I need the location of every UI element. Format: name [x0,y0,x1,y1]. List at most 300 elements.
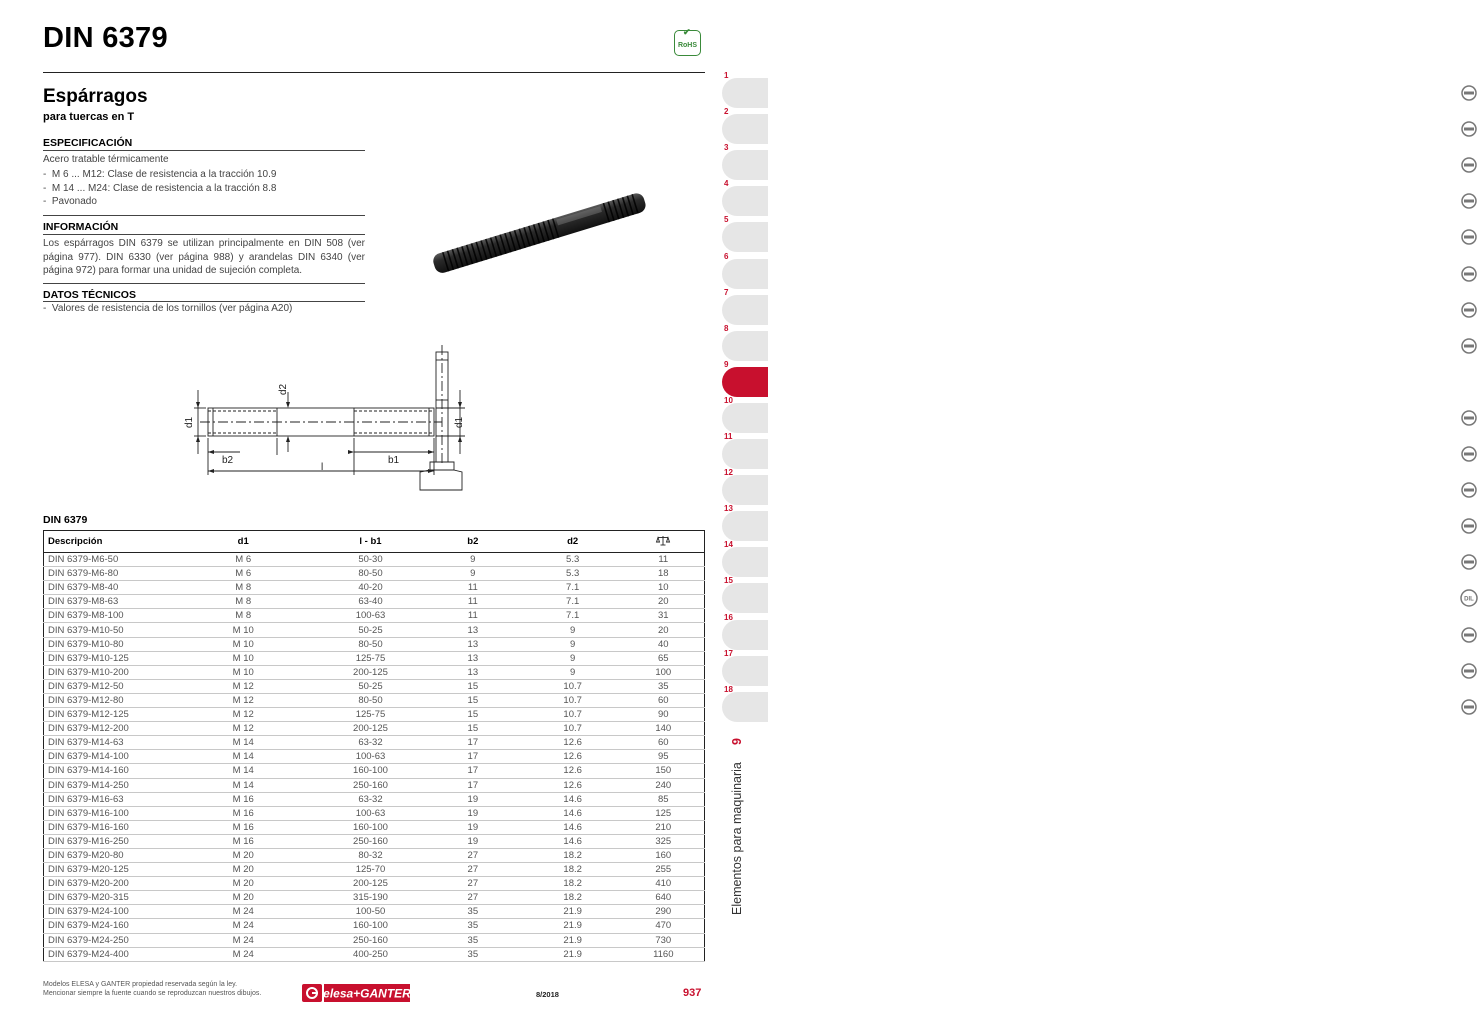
table-row [44,750,705,764]
cell-b2: 35 [423,933,523,947]
cell-description: DIN 6379-M10-80 [44,637,169,651]
table-row [44,708,705,722]
cell-d1: M 10 [168,637,318,651]
chapter-tab-number: 5 [724,215,729,225]
d1-label-left: d1 [184,416,195,428]
spec-item: - M 6 ... M12: Clase de resistencia a la tracción 10.9 [43,169,277,180]
cell-d1: M 16 [168,806,318,820]
cell-weight: 60 [623,736,705,750]
cell-d2: 14.6 [523,834,623,848]
table-row [44,792,705,806]
cell-b2: 11 [423,581,523,595]
cell-l-b1: 125-75 [318,651,423,665]
cell-d1: M 12 [168,722,318,736]
cell-d1: M 24 [168,919,318,933]
lift-icon [1458,516,1480,536]
tech-item: - Valores de resistencia de los tornillos (ver página A20) [43,303,293,314]
cell-weight: 11 [623,553,705,567]
cell-d1: M 24 [168,905,318,919]
elesa-ganter-logo [302,984,410,1002]
d2-label: d2 [278,383,289,395]
cell-d1: M 8 [168,581,318,595]
cell-l-b1: 125-75 [318,708,423,722]
cell-b2: 15 [423,679,523,693]
chapter-tab-number: 10 [724,395,733,405]
chapter-tab-1[interactable] [722,78,768,108]
cell-weight: 240 [623,778,705,792]
product-subtitle: para tuercas en T [43,111,135,123]
cell-description: DIN 6379-M10-50 [44,623,169,637]
chapter-tab-number: 1 [724,71,729,80]
cell-weight: 150 [623,764,705,778]
table-row [44,905,705,919]
cell-l-b1: 50-25 [318,679,423,693]
chapter-tab-8[interactable] [722,331,768,361]
page-title: DIN 6379 [43,22,168,54]
cell-b2: 17 [423,778,523,792]
col-header-l-b1: l - b1 [318,531,423,553]
table-row [44,595,705,609]
wrench-icon [1458,155,1480,175]
cell-weight: 325 [623,834,705,848]
cell-weight: 10 [623,581,705,595]
chapter-title: Elementos para maquinaria [730,762,744,915]
wheel-icon [1458,661,1480,681]
chapter-tab-number: 18 [724,684,733,694]
gear-icon [1458,119,1480,139]
cell-description: DIN 6379-M24-100 [44,905,169,919]
table-row [44,947,705,961]
svg-text:elesa+GANTER: elesa+GANTER [323,986,411,1001]
chapter-tab-number: 14 [724,540,733,550]
cell-weight: 85 [623,792,705,806]
table-row [44,877,705,891]
table-row [44,609,705,623]
cell-d1: M 14 [168,736,318,750]
cell-weight: 640 [623,891,705,905]
cell-d1: M 10 [168,665,318,679]
cell-d1: M 14 [168,750,318,764]
cell-description: DIN 6379-M20-200 [44,877,169,891]
cell-weight: 410 [623,877,705,891]
cell-l-b1: 400-250 [318,947,423,961]
chapter-tab-number: 6 [724,251,729,261]
spec-divider [43,150,365,151]
chapter-tab-number: 3 [724,143,729,153]
chapter-number: 9 [730,738,744,745]
chapter-tab-number: 11 [724,432,733,441]
cell-weight: 210 [623,820,705,834]
cell-l-b1: 125-70 [318,863,423,877]
info-top-divider [43,215,365,216]
cell-b2: 17 [423,750,523,764]
cell-description: DIN 6379-M10-125 [44,651,169,665]
cell-d1: M 6 [168,567,318,581]
info-text: Los espárragos DIN 6379 se utilizan principalmente en DIN 508 (ver página 977). DIN 6330 (ver página 988) y arandelas DIN 6340 (ver página 972) para formar una unidad de sujeción completa. [43,238,365,276]
cell-description: DIN 6379-M14-63 [44,736,169,750]
cell-b2: 9 [423,553,523,567]
cell-weight: 60 [623,693,705,707]
cell-description: DIN 6379-M24-250 [44,933,169,947]
cell-d2: 10.7 [523,679,623,693]
grid-icon [1458,480,1480,500]
cell-d2: 9 [523,651,623,665]
cell-l-b1: 80-50 [318,637,423,651]
cell-description: DIN 6379-M6-50 [44,553,169,567]
cell-d2: 5.3 [523,567,623,581]
cell-l-b1: 100-50 [318,905,423,919]
cell-l-b1: 200-125 [318,722,423,736]
table-row [44,778,705,792]
cell-d2: 14.6 [523,806,623,820]
cell-l-b1: 160-100 [318,919,423,933]
table-row [44,581,705,595]
tech-heading: DATOS TÉCNICOS [43,289,136,301]
cell-d2: 7.1 [523,581,623,595]
cell-d2: 10.7 [523,693,623,707]
cell-b2: 9 [423,567,523,581]
chapter-tab-13[interactable] [722,511,768,541]
cell-b2: 17 [423,736,523,750]
table-row [44,553,705,567]
weight-icon [656,535,670,546]
cell-b2: 19 [423,806,523,820]
chapter-tab-number: 9 [724,359,729,369]
chapter-tab-18[interactable] [722,692,768,722]
col-header-d1: d1 [168,531,318,553]
cell-description: DIN 6379-M14-250 [44,778,169,792]
chapter-tab-10[interactable] [722,403,768,433]
cell-l-b1: 63-32 [318,792,423,806]
cell-d1: M 16 [168,792,318,806]
cell-d1: M 12 [168,708,318,722]
table-row [44,834,705,848]
cell-d1: M 10 [168,651,318,665]
chapter-tab-3[interactable] [722,150,768,180]
cell-d2: 12.6 [523,764,623,778]
cell-b2: 19 [423,792,523,806]
circle-icon [1458,83,1480,103]
chapter-tab-17[interactable] [722,656,768,686]
cell-description: DIN 6379-M10-200 [44,665,169,679]
cell-b2: 15 [423,722,523,736]
cell-weight: 100 [623,665,705,679]
cell-d1: M 16 [168,834,318,848]
cell-l-b1: 100-63 [318,609,423,623]
cell-l-b1: 200-125 [318,665,423,679]
cell-description: DIN 6379-M12-80 [44,693,169,707]
cell-d2: 5.3 [523,553,623,567]
chapter-tab-number: 4 [724,179,729,189]
spring-icon [1458,336,1480,356]
cell-weight: 90 [623,708,705,722]
cell-weight: 31 [623,609,705,623]
col-header-b2: b2 [423,531,523,553]
cell-l-b1: 160-100 [318,820,423,834]
magnet-icon [1458,697,1480,717]
cell-b2: 19 [423,820,523,834]
cell-description: DIN 6379-M6-80 [44,567,169,581]
chain-icon [1458,625,1480,645]
cell-b2: 17 [423,764,523,778]
dimensions-table [43,530,705,962]
table-row [44,693,705,707]
cell-d2: 7.1 [523,609,623,623]
check-icon: ✔ [683,27,691,37]
table-row [44,919,705,933]
cell-description: DIN 6379-M24-400 [44,947,169,961]
chapter-tab-9[interactable] [722,367,768,397]
cell-description: DIN 6379-M14-100 [44,750,169,764]
chapter-tab-number: 17 [724,648,733,658]
info-heading: INFORMACIÓN [43,221,119,233]
cell-weight: 160 [623,848,705,862]
table-row [44,891,705,905]
cell-d2: 9 [523,623,623,637]
col-header-d2: d2 [523,531,623,553]
chapter-tab-number: 13 [724,504,733,514]
cell-b2: 13 [423,637,523,651]
rohs-label: RoHS [677,42,698,49]
cell-weight: 40 [623,637,705,651]
cell-d2: 12.6 [523,736,623,750]
chapter-tab-11[interactable] [722,439,768,469]
cell-d2: 14.6 [523,820,623,834]
hand-icon [1458,372,1480,392]
chapter-tab-number: 16 [724,612,733,622]
cell-description: DIN 6379-M8-100 [44,609,169,623]
cell-l-b1: 50-25 [318,623,423,637]
spec-item: - M 14 ... M24: Clase de resistencia a la tracción 8.8 [43,182,277,194]
copyright-note: Modelos ELESA y GANTER propiedad reservada según la ley. Mencionar siempre la fuente cuando se reproduzcan nuestros dibujos. [43,981,262,997]
header-divider [43,72,705,73]
cell-d2: 14.6 [523,792,623,806]
table-row [44,623,705,637]
edition-date: 8/2018 [536,990,559,999]
chapter-tab-2[interactable] [722,114,768,144]
cell-l-b1: 80-32 [318,848,423,862]
cell-weight: 65 [623,651,705,665]
cell-d2: 7.1 [523,595,623,609]
cell-weight: 35 [623,679,705,693]
cell-l-b1: 250-160 [318,778,423,792]
cell-d2: 21.9 [523,933,623,947]
spec-item: - Pavonado [43,196,97,207]
table-row [44,820,705,834]
chapter-tab-12[interactable] [722,475,768,505]
cell-b2: 19 [423,834,523,848]
cell-weight: 1160 [623,947,705,961]
cell-l-b1: 63-40 [318,595,423,609]
chapter-tab-6[interactable] [722,259,768,289]
chapter-tab-4[interactable] [722,186,768,216]
chapter-tab-16[interactable] [722,620,768,650]
cell-l-b1: 200-125 [318,877,423,891]
chapter-tab-number: 15 [724,576,733,586]
cell-d2: 10.7 [523,722,623,736]
cell-l-b1: 100-63 [318,806,423,820]
table-row [44,665,705,679]
cell-d1: M 12 [168,679,318,693]
chapter-tab-15[interactable] [722,583,1474,613]
cell-weight: 20 [623,623,705,637]
bracket-icon [1458,191,1480,211]
cell-b2: 35 [423,947,523,961]
page-number: 937 [683,987,702,999]
table-row [44,722,705,736]
cell-b2: 27 [423,891,523,905]
cone-icon [1458,444,1480,464]
col-header-weight [623,531,705,553]
info-divider [43,234,365,235]
cell-l-b1: 80-50 [318,693,423,707]
cell-l-b1: 100-63 [318,750,423,764]
product-name: Espárragos [43,86,148,107]
l-label: l [321,462,324,473]
ring-icon [1458,588,1480,608]
cell-d1: M 20 [168,863,318,877]
cell-b2: 13 [423,651,523,665]
chapter-tab-14[interactable] [722,547,768,577]
cell-description: DIN 6379-M24-160 [44,919,169,933]
cell-weight: 140 [623,722,705,736]
cell-b2: 27 [423,848,523,862]
spec-heading: ESPECIFICACIÓN [43,137,133,149]
cell-d2: 10.7 [523,708,623,722]
table-row [44,736,705,750]
cell-d2: 9 [523,665,623,679]
cell-b2: 13 [423,623,523,637]
cell-l-b1: 250-160 [318,834,423,848]
cell-d1: M 14 [168,778,318,792]
cell-l-b1: 40-20 [318,581,423,595]
cell-b2: 27 [423,877,523,891]
cell-b2: 35 [423,905,523,919]
cell-l-b1: 80-50 [318,567,423,581]
cell-description: DIN 6379-M12-50 [44,679,169,693]
cell-d2: 21.9 [523,905,623,919]
cell-b2: 15 [423,708,523,722]
chapter-tab-number: 8 [724,323,729,333]
knob-icon [1458,227,1480,247]
table-header-row [44,531,705,553]
cell-weight: 125 [623,806,705,820]
cell-d2: 18.2 [523,891,623,905]
tee-icon [1458,552,1480,572]
chapter-tab-5[interactable] [722,222,768,252]
chapter-tab-number: 2 [724,107,729,117]
table-row [44,567,705,581]
cell-description: DIN 6379-M8-63 [44,595,169,609]
cell-d1: M 14 [168,764,318,778]
cell-d1: M 16 [168,820,318,834]
cell-l-b1: 63-32 [318,736,423,750]
cell-description: DIN 6379-M8-40 [44,581,169,595]
cell-d1: M 8 [168,609,318,623]
table-title: DIN 6379 [43,514,88,526]
cell-b2: 35 [423,919,523,933]
chapter-label [730,735,744,915]
cell-l-b1: 160-100 [318,764,423,778]
cell-l-b1: 50-30 [318,553,423,567]
b1-label: b1 [388,455,400,466]
case-icon [1458,300,1480,320]
cell-d2: 18.2 [523,877,623,891]
chapter-tab-7[interactable] [722,295,768,325]
cell-description: DIN 6379-M16-100 [44,806,169,820]
cell-d2: 9 [523,637,623,651]
cell-l-b1: 250-160 [318,933,423,947]
cell-weight: 470 [623,919,705,933]
cell-description: DIN 6379-M20-125 [44,863,169,877]
cell-weight: 730 [623,933,705,947]
cell-d1: M 24 [168,933,318,947]
spec-list [43,168,276,209]
elesa-ganter-logo-graphic [302,984,410,1002]
cell-description: DIN 6379-M16-250 [44,834,169,848]
cell-b2: 11 [423,609,523,623]
d1-label-right: d1 [454,416,465,428]
chapter-tab-number: 12 [724,468,733,478]
cell-weight: 18 [623,567,705,581]
cell-d2: 12.6 [523,750,623,764]
cell-d1: M 6 [168,553,318,567]
chapter-tab-number: 7 [724,287,729,297]
cell-d1: M 12 [168,693,318,707]
cell-description: DIN 6379-M12-200 [44,722,169,736]
table-row [44,933,705,947]
bolt-icon [1458,264,1480,284]
cell-d1: M 20 [168,877,318,891]
cell-l-b1: 315-190 [318,891,423,905]
b2-label: b2 [222,455,234,466]
cell-description: DIN 6379-M12-125 [44,708,169,722]
cell-description: DIN 6379-M16-63 [44,792,169,806]
tech-top-divider [43,283,365,284]
table-row [44,764,705,778]
cell-b2: 15 [423,693,523,707]
table-row [44,651,705,665]
line-icon [1458,408,1480,428]
cell-description: DIN 6379-M16-160 [44,820,169,834]
cell-weight: 290 [623,905,705,919]
svg-text:DIL: DIL [1464,596,1474,603]
cell-d1: M 10 [168,623,318,637]
cell-d1: M 8 [168,595,318,609]
table-row [44,806,705,820]
cell-b2: 11 [423,595,523,609]
cell-d1: M 24 [168,947,318,961]
cell-d1: M 20 [168,848,318,862]
cell-b2: 27 [423,863,523,877]
cell-weight: 20 [623,595,705,609]
table-row [44,863,705,877]
cell-d2: 21.9 [523,947,623,961]
cell-description: DIN 6379-M20-315 [44,891,169,905]
technical-drawing [180,340,510,515]
cell-b2: 13 [423,665,523,679]
spec-intro: Acero tratable térmicamente [43,154,169,165]
table-row [44,848,705,862]
table-row [44,679,705,693]
cell-weight: 95 [623,750,705,764]
cell-description: DIN 6379-M14-160 [44,764,169,778]
rohs-badge [674,27,701,56]
cell-description: DIN 6379-M20-80 [44,848,169,862]
cell-d1: M 20 [168,891,318,905]
cell-d2: 21.9 [523,919,623,933]
cell-d2: 18.2 [523,863,623,877]
